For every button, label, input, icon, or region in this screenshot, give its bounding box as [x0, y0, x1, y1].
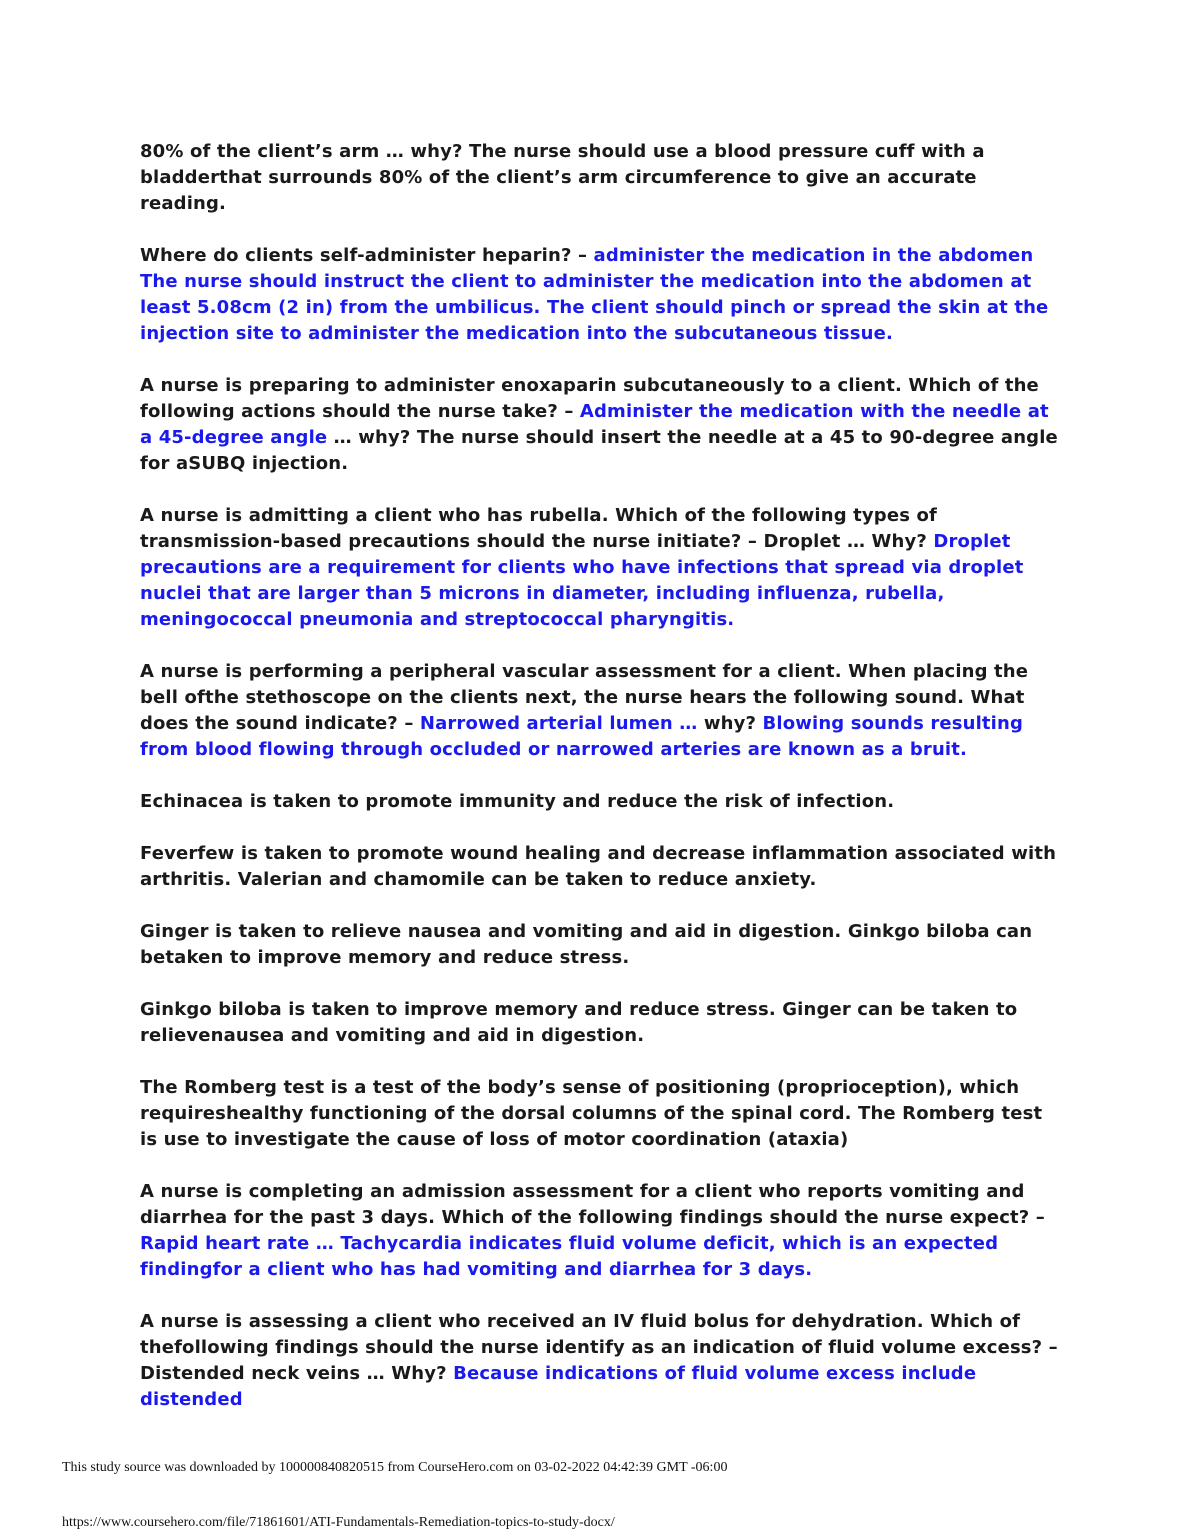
answer-text: Rapid heart rate … Tachycardia indicates fluid volume deficit, which is an expected findingfor a client who has had vomiting and diarrhea for 3 days.: [140, 1233, 999, 1280]
answer-text: administer the medication in the abdomen The nurse should instruct the client to administer the medication into the abdomen at least 5.08cm (2 in) from the umbilicus. The client should pinch or spread the skin at the injection site to administer the medication into the subcutaneous tissue.: [140, 245, 1049, 344]
paragraph: [140, 841, 1060, 893]
document-body: [140, 139, 1060, 1439]
rationale-text: … why? The nurse should insert the needle at a 45 to 90-degree angle for aSUBQ injection.: [140, 427, 1058, 474]
download-notice: This study source was downloaded by 100000840820515 from CourseHero.com on 03-02-2022 04:42:39 GMT -06:00: [62, 1460, 728, 1475]
paragraph-text: Echinacea is taken to promote immunity and reduce the risk of infection.: [140, 791, 895, 812]
paragraph: [140, 919, 1060, 971]
question-text: Where do clients self-administer heparin? –: [140, 245, 594, 266]
paragraph: [140, 789, 1060, 815]
why-text: why?: [697, 713, 763, 734]
paragraph: [140, 139, 1060, 217]
rationale-text: Blowing sounds resulting from blood flowing through occluded or narrowed arteries are known as a bruit.: [140, 713, 1023, 760]
question-text: A nurse is assessing a client who received an IV fluid bolus for dehydration. Which of thefollowing findings should the nurse identify as an indication of fluid volume excess? – Distended neck veins … Why?: [140, 1311, 1058, 1384]
paragraph: [140, 373, 1060, 477]
paragraph: [140, 1075, 1060, 1153]
question-text: A nurse is performing a peripheral vascular assessment for a client. When placing the bell ofthe stethoscope on the clients next, the nurse hears the following sound. What does the sound indicate? –: [140, 661, 1029, 734]
paragraph-text: Feverfew is taken to promote wound healing and decrease inflammation associated with arthritis. Valerian and chamomile can be taken to reduce anxiety.: [140, 843, 1057, 890]
question-text: A nurse is preparing to administer enoxaparin subcutaneously to a client. Which of the following actions should the nurse take? –: [140, 375, 1039, 422]
paragraph: [140, 1179, 1060, 1283]
rationale-text: Droplet precautions are a requirement for clients who have infections that spread via droplet nuclei that are larger than 5 microns in diameter, including influenza, rubella, meningococcal pneumonia and streptococcal pharyngitis.: [140, 531, 1024, 630]
paragraph-text: 80% of the client’s arm … why? The nurse should use a blood pressure cuff with a bladderthat surrounds 80% of the client’s arm circumference to give an accurate reading.: [140, 141, 985, 214]
paragraph: [140, 503, 1060, 633]
paragraph-text: Ginkgo biloba is taken to improve memory and reduce stress. Ginger can be taken to relievenausea and vomiting and aid in digestion.: [140, 999, 1018, 1046]
question-text: A nurse is admitting a client who has rubella. Which of the following types of transmission-based precautions should the nurse initiate? – Droplet … Why?: [140, 505, 937, 552]
paragraph: [140, 997, 1060, 1049]
rationale-text: Because indications of fluid volume excess include distended: [140, 1363, 977, 1410]
paragraph: [140, 659, 1060, 763]
paragraph: [140, 1309, 1060, 1413]
paragraph-text: Ginger is taken to relieve nausea and vomiting and aid in digestion. Ginkgo biloba can betaken to improve memory and reduce stress.: [140, 921, 1033, 968]
paragraph-text: The Romberg test is a test of the body’s sense of positioning (proprioception), which requireshealthy functioning of the dorsal columns of the spinal cord. The Romberg test is use to investigate the cause of loss of motor coordination (ataxia): [140, 1077, 1043, 1150]
question-text: A nurse is completing an admission assessment for a client who reports vomiting and diarrhea for the past 3 days. Which of the following findings should the nurse expect? –: [140, 1181, 1045, 1228]
answer-text: Narrowed arterial lumen …: [419, 713, 698, 734]
answer-text: Administer the medication with the needle at a 45-degree angle: [140, 401, 1049, 448]
paragraph: [140, 243, 1060, 347]
source-url[interactable]: https://www.coursehero.com/file/71861601/ATI-Fundamentals-Remediation-topics-to-study-docx/: [62, 1515, 615, 1530]
